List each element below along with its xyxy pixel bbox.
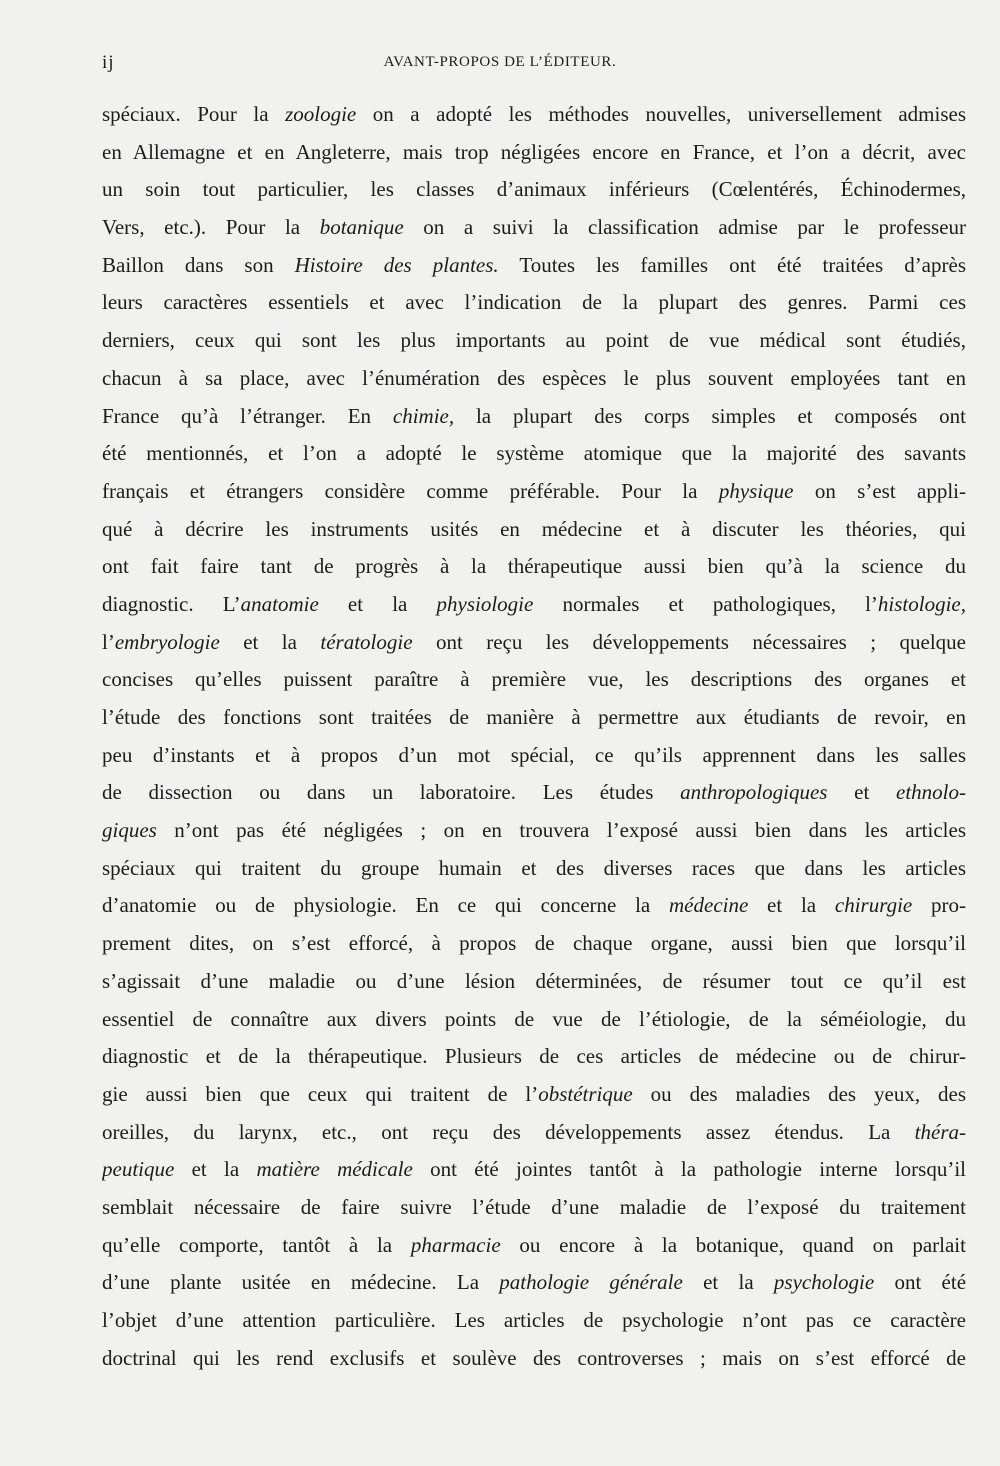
italic-term: anatomie bbox=[240, 591, 319, 616]
text-segment: ont fait faire tant de progrès à la thérapeutique aussi bien qu’à la science du bbox=[102, 554, 966, 579]
text-line bbox=[102, 247, 966, 285]
text-segment: derniers, ceux qui sont les plus importants au point de vue médical sont étudiés, bbox=[102, 328, 966, 353]
text-segment: ont été bbox=[874, 1270, 966, 1295]
italic-term: médecine bbox=[669, 893, 749, 918]
text-line bbox=[102, 398, 966, 436]
text-segment: un soin tout particulier, les classes d’animaux inférieurs (Cœlentérés, Échinodermes, bbox=[102, 177, 966, 202]
text-line bbox=[102, 1227, 966, 1265]
text-segment: on a suivi la classification admise par le professeur bbox=[403, 215, 966, 240]
text-segment: et la bbox=[682, 1270, 774, 1295]
text-segment: n’ont pas été négligées ; on en trouvera l’exposé aussi bien dans les articles bbox=[156, 818, 966, 843]
text-segment: normales et pathologiques, l’ bbox=[533, 591, 878, 616]
italic-term: Histoire des plantes. bbox=[294, 252, 499, 277]
text-segment: spéciaux. Pour la bbox=[102, 102, 286, 126]
italic-term: zoologie bbox=[285, 102, 357, 126]
text-line bbox=[102, 887, 966, 925]
italic-term: chimie, bbox=[392, 403, 455, 428]
text-segment: l’ bbox=[102, 629, 115, 654]
text-line bbox=[102, 586, 966, 624]
italic-term: psychologie bbox=[773, 1270, 875, 1295]
text-line bbox=[102, 1001, 966, 1039]
text-segment: été mentionnés, et l’on a adopté le système atomique que la majorité des savants bbox=[102, 441, 966, 466]
text-line bbox=[102, 1302, 966, 1340]
text-segment: et la bbox=[748, 893, 835, 918]
italic-term: obstétrique bbox=[538, 1081, 633, 1106]
italic-term: tératologie bbox=[320, 629, 413, 654]
italic-term: embryologie bbox=[114, 629, 220, 654]
text-line bbox=[102, 284, 966, 322]
italic-term: histologie, bbox=[877, 591, 966, 616]
italic-term: pathologie générale bbox=[499, 1270, 683, 1295]
text-segment: leurs caractères essentiels et avec l’indication de la plupart des genres. Parmi ces bbox=[102, 290, 966, 315]
italic-term: ethnolo- bbox=[896, 780, 966, 805]
text-segment: peu d’instants et à propos d’un mot spécial, ce qu’ils apprennent dans les salles bbox=[102, 742, 966, 767]
text-segment: essentiel de connaître aux divers points de vue de l’étiologie, de la séméiologie, du bbox=[102, 1006, 966, 1031]
italic-term: matière médicale bbox=[256, 1157, 413, 1182]
text-line bbox=[102, 435, 966, 473]
text-segment: d’anatomie ou de physiologie. En ce qui concerne la bbox=[102, 893, 670, 918]
text-segment: on a adopté les méthodes nouvelles, universellement admises bbox=[356, 102, 966, 126]
italic-term: botanique bbox=[319, 215, 404, 240]
text-line bbox=[102, 774, 966, 812]
text-segment: de dissection ou dans un laboratoire. Les études bbox=[102, 780, 681, 805]
text-line bbox=[102, 1114, 966, 1152]
text-line bbox=[102, 360, 966, 398]
text-segment: qué à décrire les instruments usités en médecine et à discuter les théories, qui bbox=[102, 516, 966, 541]
text-line bbox=[102, 963, 966, 1001]
text-segment: Baillon dans son bbox=[102, 252, 295, 277]
text-segment: et la bbox=[174, 1157, 257, 1182]
text-segment: en Allemagne et en Angleterre, mais trop négligées encore en France, et l’on a décrit, avec bbox=[102, 139, 966, 164]
text-segment: prement dites, on s’est efforcé, à propos de chaque organe, aussi bien que lorsqu’il bbox=[102, 931, 966, 956]
text-line bbox=[102, 699, 966, 737]
text-line bbox=[102, 1076, 966, 1114]
italic-term: chirurgie bbox=[834, 893, 913, 918]
text-segment: diagnostic et de la thérapeutique. Plusieurs de ces articles de médecine ou de chirur- bbox=[102, 1044, 966, 1069]
text-segment: diagnostic. L’ bbox=[102, 591, 241, 616]
text-line bbox=[102, 812, 966, 850]
text-line bbox=[102, 1340, 966, 1378]
italic-term: physiologie bbox=[436, 591, 534, 616]
text-segment: chacun à sa place, avec l’énumération des espèces le plus souvent employées tant en bbox=[102, 365, 966, 390]
text-line bbox=[102, 737, 966, 775]
text-segment: oreilles, du larynx, etc., ont reçu des développements assez étendus. La bbox=[102, 1119, 915, 1144]
text-segment: qu’elle comporte, tantôt à la bbox=[102, 1232, 411, 1257]
text-segment: d’une plante usitée en médecine. La bbox=[102, 1270, 500, 1295]
text-line bbox=[102, 96, 966, 134]
italic-term: physique bbox=[718, 478, 794, 503]
text-segment: l’objet d’une attention particulière. Les articles de psychologie n’ont pas ce caractère bbox=[102, 1308, 966, 1332]
text-segment: Toutes les familles ont été traitées d’après bbox=[498, 252, 966, 277]
text-segment: et bbox=[827, 780, 897, 805]
text-segment: doctrinal qui les rend exclusifs et soulève des controverses ; mais on s’est efforcé de bbox=[102, 1345, 966, 1370]
text-line bbox=[102, 473, 966, 511]
text-segment: ou encore à la botanique, quand on parlait bbox=[500, 1232, 966, 1257]
text-segment: pro- bbox=[912, 893, 966, 918]
text-segment: la plupart des corps simples et composés ont bbox=[454, 403, 966, 428]
text-line bbox=[102, 1189, 966, 1227]
text-segment: s’agissait d’une maladie ou d’une lésion déterminées, de résumer tout ce qu’il est bbox=[102, 968, 966, 993]
text-line bbox=[102, 1151, 966, 1189]
italic-term: pharmacie bbox=[410, 1232, 501, 1257]
text-line bbox=[102, 209, 966, 247]
italic-term: giques bbox=[102, 818, 157, 843]
text-segment: et la bbox=[318, 591, 437, 616]
text-segment: France qu’à l’étranger. En bbox=[102, 403, 393, 428]
text-line bbox=[102, 624, 966, 662]
page-number: ij bbox=[102, 52, 115, 73]
text-line bbox=[102, 850, 966, 888]
text-segment: ont reçu les développements nécessaires ; quelque bbox=[412, 629, 966, 654]
italic-term: peutique bbox=[102, 1157, 175, 1182]
text-segment: Vers, etc.). Pour la bbox=[102, 215, 320, 240]
text-line bbox=[102, 661, 966, 699]
text-segment: ou des maladies des yeux, des bbox=[632, 1081, 966, 1106]
text-line bbox=[102, 511, 966, 549]
text-line bbox=[102, 1038, 966, 1076]
text-segment: semblait nécessaire de faire suivre l’étude d’une maladie de l’exposé du traitement bbox=[102, 1194, 966, 1219]
text-line bbox=[102, 322, 966, 360]
text-segment: concises qu’elles puissent paraître à première vue, les descriptions des organes et bbox=[102, 667, 966, 692]
text-segment: on s’est appli- bbox=[793, 478, 966, 503]
text-line bbox=[102, 171, 966, 209]
italic-term: théra- bbox=[914, 1119, 966, 1144]
text-line bbox=[102, 1264, 966, 1302]
header-title: AVANT-PROPOS DE L’ÉDITEUR. bbox=[383, 54, 617, 70]
italic-term: anthropologiques bbox=[680, 780, 828, 805]
running-header bbox=[0, 52, 1000, 76]
text-segment: l’étude des fonctions sont traitées de manière à permettre aux étudiants de revoir, en bbox=[102, 705, 966, 729]
text-segment: français et étrangers considère comme préférable. Pour la bbox=[102, 478, 719, 503]
text-segment: spéciaux qui traitent du groupe humain et des diverses races que dans les articles bbox=[102, 855, 966, 880]
text-line bbox=[102, 925, 966, 963]
body-text bbox=[102, 96, 966, 1377]
text-line bbox=[102, 548, 966, 586]
text-segment: et la bbox=[219, 629, 321, 654]
text-segment: ont été jointes tantôt à la pathologie interne lorsqu’il bbox=[412, 1157, 966, 1182]
text-line bbox=[102, 134, 966, 172]
text-segment: gie aussi bien que ceux qui traitent de l’ bbox=[102, 1081, 539, 1106]
